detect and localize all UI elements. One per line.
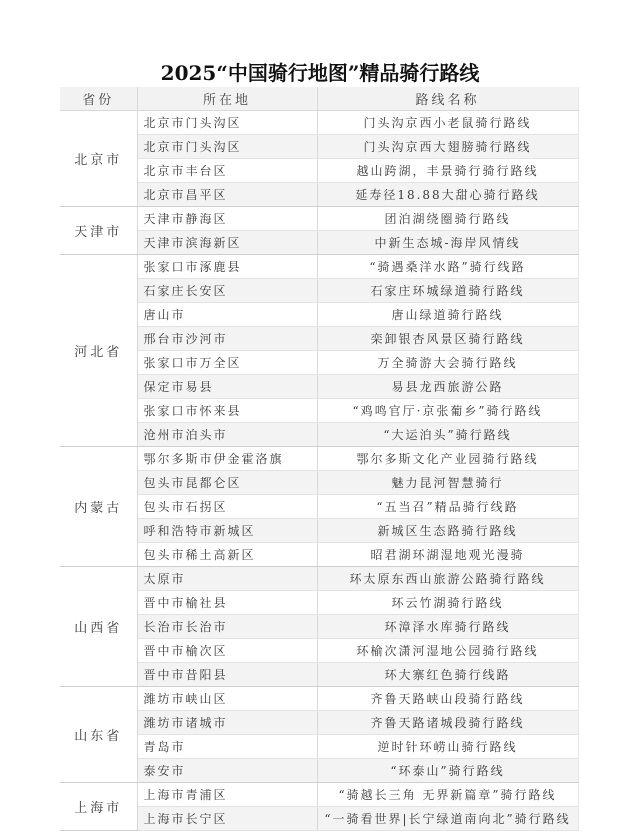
location-cell: 长治市长治市 [137,615,317,639]
table-row [60,231,578,255]
location-cell: 张家口市万全区 [137,351,317,375]
location-cell: 北京市门头沟区 [137,135,317,159]
table-header-row [60,87,578,111]
location-cell: 包头市石拐区 [137,495,317,519]
table-row [60,183,578,207]
table-row [60,111,578,135]
route-name-cell: 环太原东西山旅游公路骑行路线 [317,567,578,591]
route-name-cell: 昭君湖环湖湿地观光漫骑 [317,543,578,567]
header-route-name: 路线名称 [317,87,578,111]
location-cell: 天津市静海区 [137,207,317,231]
table-row [60,735,578,759]
route-name-cell: “一骑看世界|长宁绿道南向北”骑行路线 [317,807,578,831]
table-row [60,447,578,471]
table-row [60,687,578,711]
route-name-cell: 石家庄环城绿道骑行路线 [317,279,578,303]
location-cell: 包头市稀土高新区 [137,543,317,567]
table-row [60,783,578,807]
location-cell: 北京市昌平区 [137,183,317,207]
location-cell: 沧州市泊头市 [137,423,317,447]
route-name-cell: 易县龙西旅游公路 [317,375,578,399]
table-row [60,135,578,159]
location-cell: 唐山市 [137,303,317,327]
table-row [60,375,578,399]
table-row [60,519,578,543]
location-cell: 包头市昆都仑区 [137,471,317,495]
table-row [60,255,578,279]
location-cell: 上海市青浦区 [137,783,317,807]
location-cell: 天津市滨海新区 [137,231,317,255]
table-row [60,591,578,615]
route-name-cell: 齐鲁天路诸城段骑行路线 [317,711,578,735]
route-name-cell: 唐山绿道骑行路线 [317,303,578,327]
route-name-cell: “大运泊头”骑行路线 [317,423,578,447]
route-name-cell: 环云竹湖骑行路线 [317,591,578,615]
table-row [60,471,578,495]
table-row [60,159,578,183]
route-name-cell: 魅力昆河智慧骑行 [317,471,578,495]
table-row [60,495,578,519]
location-cell: 泰安市 [137,759,317,783]
route-name-cell: “环泰山”骑行路线 [317,759,578,783]
route-name-cell: 栾卸银杏风景区骑行路线 [317,327,578,351]
route-name-cell: 逆时针环崂山骑行路线 [317,735,578,759]
table-row [60,567,578,591]
location-cell: 晋中市榆次区 [137,639,317,663]
route-name-cell: 环榆次潇河湿地公园骑行路线 [317,639,578,663]
province-cell: 上海市 [60,783,137,831]
table-row [60,399,578,423]
route-name-cell: “骑遇桑洋水路”骑行线路 [317,255,578,279]
location-cell: 潍坊市峡山区 [137,687,317,711]
location-cell: 保定市易县 [137,375,317,399]
location-cell: 晋中市昔阳县 [137,663,317,687]
route-name-cell: 新城区生态路骑行路线 [317,519,578,543]
table-row [60,759,578,783]
province-cell: 天津市 [60,207,137,255]
table-body [60,111,578,831]
location-cell: 潍坊市诸城市 [137,711,317,735]
table-row [60,327,578,351]
table-row [60,279,578,303]
location-cell: 青岛市 [137,735,317,759]
table-row [60,807,578,831]
province-cell: 山东省 [60,687,137,783]
location-cell: 石家庄长安区 [137,279,317,303]
table-row [60,303,578,327]
table-row [60,423,578,447]
table-row [60,543,578,567]
route-name-cell: 门头沟京西大翅膀骑行路线 [317,135,578,159]
route-name-cell: 越山跨湖，丰景骑行骑行路线 [317,159,578,183]
route-name-cell: 门头沟京西小老鼠骑行路线 [317,111,578,135]
route-name-cell: 环大寨红色骑行线路 [317,663,578,687]
location-cell: 北京市门头沟区 [137,111,317,135]
table-row [60,351,578,375]
location-cell: 北京市丰台区 [137,159,317,183]
header-location: 所在地 [137,87,317,111]
location-cell: 张家口市怀来县 [137,399,317,423]
location-cell: 张家口市涿鹿县 [137,255,317,279]
route-name-cell: “骑越长三角 无界新篇章”骑行路线 [317,783,578,807]
routes-table [60,87,579,831]
table-row [60,663,578,687]
table-row [60,639,578,663]
province-cell: 河北省 [60,255,137,447]
route-name-cell: 延寿径18.88大甜心骑行路线 [317,183,578,207]
route-name-cell: “五当召”精品骑行线路 [317,495,578,519]
province-cell: 内蒙古 [60,447,137,567]
province-cell: 北京市 [60,111,137,207]
route-name-cell: 鄂尔多斯文化产业园骑行路线 [317,447,578,471]
table-row [60,711,578,735]
route-name-cell: 万全骑游大会骑行路线 [317,351,578,375]
table-row [60,207,578,231]
route-name-cell: 中新生态城-海岸风情线 [317,231,578,255]
route-name-cell: 团泊湖绕圈骑行路线 [317,207,578,231]
header-province: 省份 [60,87,137,111]
table-row [60,615,578,639]
location-cell: 邢台市沙河市 [137,327,317,351]
route-name-cell: “鸡鸣官厅·京张葡乡”骑行路线 [317,399,578,423]
location-cell: 鄂尔多斯市伊金霍洛旗 [137,447,317,471]
route-name-cell: 齐鲁天路峡山段骑行路线 [317,687,578,711]
location-cell: 晋中市榆社县 [137,591,317,615]
route-name-cell: 环漳泽水库骑行路线 [317,615,578,639]
location-cell: 太原市 [137,567,317,591]
page-title: 2025“中国骑行地图”精品骑行路线 [160,61,480,85]
province-cell: 山西省 [60,567,137,687]
location-cell: 呼和浩特市新城区 [137,519,317,543]
location-cell: 上海市长宁区 [137,807,317,831]
